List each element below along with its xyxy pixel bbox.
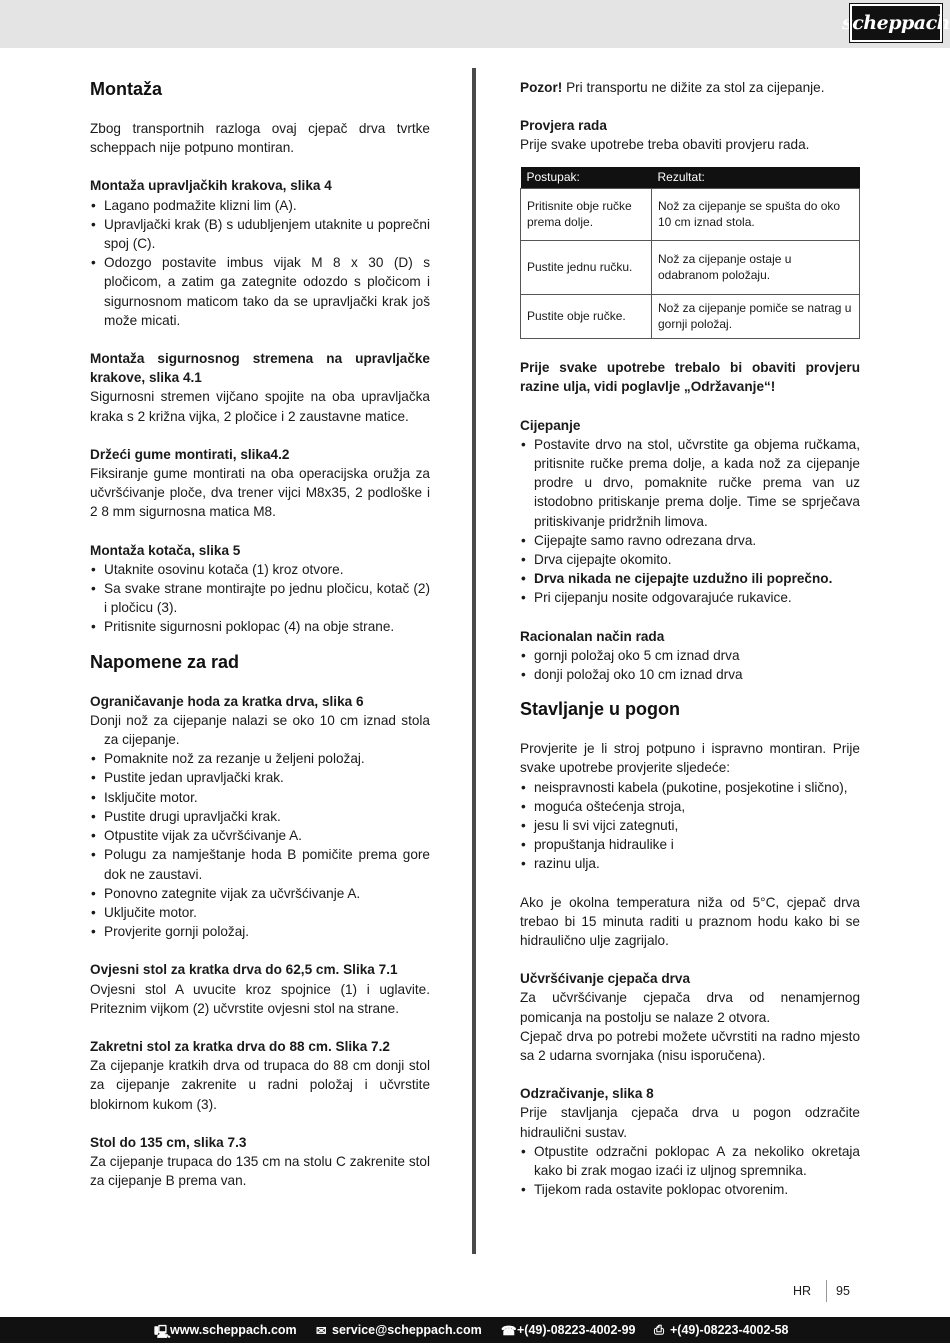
left-column — [90, 78, 430, 1190]
computer-icon: 🖳 — [154, 1325, 171, 1339]
list-item: • Otpustite odzračni poklopac A za nekoliko okretaja kako bi zrak mogao izaći iz uljnog spremnika. — [520, 1142, 860, 1180]
header-bar — [0, 0, 950, 48]
warning-body: Pri transportu ne dižite za stol za cijepanje. — [562, 80, 825, 95]
table-cell: Nož za cijepanje pomiče se natrag u gornji položaj. — [652, 295, 860, 339]
footer-fax: +(49)-08223-4002-58 — [670, 1323, 789, 1337]
list-item: • Odozgo postavite imbus vijak M 8 x 30 (D) s pločicom, a zatim ga zategnite odozdo s pločicom i sigurnosnom maticom tako da se upravljački krak još može micati. — [90, 253, 430, 330]
table-cell: Pustite obje ručke. — [521, 295, 652, 339]
table-header: Postupak: — [521, 167, 652, 189]
column-divider — [472, 68, 476, 1254]
section-title: Stol do 135 cm, slika 7.3 — [90, 1134, 247, 1150]
section-text: Sigurnosni stremen vijčano spojite na oba upravljačka kraka s 2 križna vijka, 2 pločice i 2 zaustavne matice. — [90, 389, 430, 424]
intro-text: Zbog transportnih razloga ovaj cjepač drva tvrtke scheppach nije potpuno montiran. — [90, 121, 430, 156]
table-header: Rezultat: — [652, 167, 860, 189]
fax-icon: ⎙ — [654, 1323, 665, 1337]
list-item: • Ponovno zategnite vijak za učvršćivanje A. — [90, 884, 430, 903]
section-title: Učvršćivanje cjepača drva — [520, 971, 691, 987]
bullet-list — [520, 778, 860, 874]
section-text: Donji nož za cijepanje nalazi se oko 10 cm iznad stola za cijepanje. — [90, 712, 430, 748]
list-item: • moguća oštećenja stroja, — [520, 797, 860, 816]
table-cell: Pritisnite obje ručke prema dolje. — [521, 189, 652, 241]
section-title: Montaža upravljačkih krakova, slika 4 — [90, 178, 332, 194]
list-item: • Pomaknite nož za rezanje u željeni položaj. — [90, 749, 430, 768]
bullet-list — [520, 646, 860, 684]
function-check-table — [520, 167, 860, 340]
page-number: 95 — [836, 1284, 850, 1298]
footer-phone: +(49)-08223-4002-99 — [517, 1323, 636, 1337]
section-text: Za cijepanje trupaca do 135 cm na stolu C zakrenite stol za cijepanje B prema van. — [90, 1153, 430, 1189]
page-language: HR — [793, 1284, 812, 1298]
right-column — [520, 78, 860, 1199]
list-item: • Isključite motor. — [90, 788, 430, 807]
list-item: • Lagano podmažite klizni lim (A). — [90, 196, 430, 215]
list-item: • Polugu za namještanje hoda B pomičite prema gore dok ne zaustavi. — [90, 845, 430, 883]
list-item: • gornji položaj oko 5 cm iznad drva — [520, 646, 860, 665]
section-text: Prije stavljanja cjepača drva u pogon odzračite hidraulični sustav. — [520, 1105, 860, 1140]
section-text: Provjerite je li stroj potpuno i ispravno montiran. Prije svake upotrebe provjerite sljedeće: — [520, 741, 860, 776]
footer-web[interactable]: www.scheppach.com — [170, 1323, 297, 1337]
page-separator — [826, 1280, 827, 1302]
warning-text — [520, 78, 860, 97]
section-title: Držeći gume montirati, slika4.2 — [90, 446, 290, 462]
list-item: • jesu li svi vijci zategnuti, — [520, 816, 860, 835]
footer-bar — [0, 1317, 950, 1343]
table-cell: Nož za cijepanje se spušta do oko 10 cm iznad stola. — [652, 189, 860, 241]
list-item: • Drva cijepajte okomito. — [520, 550, 860, 569]
mail-icon: ✉ — [316, 1324, 327, 1338]
section-title: Ograničavanje hoda za kratka drva, slika 6 — [90, 693, 364, 709]
list-item: • Upravljački krak (B) s udubljenjem utaknite u poprečni spoj (C). — [90, 215, 430, 253]
list-item: • Cijepajte samo ravno odrezana drva. — [520, 531, 860, 550]
section-text: Ako je okolna temperatura niža od 5°C, cjepač drva trebao bi 15 minuta raditi u praznom hodu kako bi se hidraulično ulje zagrijalo. — [520, 894, 860, 948]
table-row — [521, 295, 860, 339]
section-title: Racionalan način rada — [520, 628, 665, 644]
list-item: • Sa svake strane montirajte po jednu pločicu, kotač (2) i pločicu (3). — [90, 579, 430, 617]
section-text: Za cijepanje kratkih drva od trupaca do 88 cm donji stol za cijepanje zakrenite u radni položaj i učvrstite blokirnom kukom (3). — [90, 1058, 430, 1112]
oil-check-note: Prije svake upotrebe trebalo bi obaviti provjeru razine ulja, vidi poglavlje „Održavanje“! — [520, 360, 860, 395]
bullet-list — [520, 1142, 860, 1200]
footer-mail[interactable]: service@scheppach.com — [332, 1323, 482, 1337]
scheppach-logo: scheppach — [850, 4, 942, 42]
heading-montaza: Montaža — [90, 79, 162, 99]
heading-napomene: Napomene za rad — [90, 651, 240, 672]
list-item: • Drva nikada ne cijepajte uzdužno ili poprečno. — [520, 569, 860, 588]
bullet-list — [90, 196, 430, 330]
list-item: • Provjerite gornji položaj. — [90, 922, 430, 941]
list-item: • razinu ulja. — [520, 854, 860, 873]
list-item: • Pustite jedan upravljački krak. — [90, 768, 430, 787]
section-title: Ovjesni stol za kratka drva do 62,5 cm. Slika 7.1 — [90, 962, 398, 978]
table-row — [521, 189, 860, 241]
section-text: Prije svake upotrebe treba obaviti provjeru rada. — [520, 137, 810, 153]
list-item: • Pri cijepanju nosite odgovarajuće rukavice. — [520, 588, 860, 607]
section-title: Zakretni stol za kratka drva do 88 cm. Slika 7.2 — [90, 1038, 390, 1054]
bullet-list — [520, 435, 860, 608]
list-item: • Tijekom rada ostavite poklopac otvorenim. — [520, 1180, 860, 1199]
section-title: Provjera rada — [520, 118, 607, 134]
section-text: Cjepač drva po potrebi možete učvrstiti na radno mjesto sa 2 udarna svornjaka (nisu isporučena). — [520, 1028, 860, 1063]
section-title: Odzračivanje, slika 8 — [520, 1086, 654, 1102]
section-text: Ovjesni stol A uvucite kroz spojnice (1) i uglavite. Priteznim vijkom (2) učvrstite ovjesni stol na strane. — [90, 981, 430, 1016]
section-text: Za učvršćivanje cjepača drva od nenamjernog pomicanja na postolju se nalaze 2 otvora. — [520, 990, 860, 1025]
list-item: • Otpustite vijak za učvršćivanje A. — [90, 826, 430, 845]
table-row — [521, 241, 860, 295]
warning-label: Pozor! — [520, 80, 563, 95]
section-title: Montaža sigurnosnog stremena na upravljačke krakove, slika 4.1 — [90, 351, 430, 386]
section-title: Cijepanje — [520, 417, 581, 433]
list-item: • Utaknite osovinu kotača (1) kroz otvore. — [90, 560, 430, 579]
heading-stavljanje: Stavljanje u pogon — [520, 699, 681, 720]
section-text: Fiksiranje gume montirati na oba operacijska oružja za učvršćivanje ploče, dva trener vijci M8x35, 2 podloške i 2 8 mm sigurnosna matica M8. — [90, 466, 430, 520]
section-title: Montaža kotača, slika 5 — [90, 542, 241, 558]
list-item: • Pustite drugi upravljački krak. — [90, 807, 430, 826]
list-item: • Pritisnite sigurnosni poklopac (4) na obje strane. — [90, 617, 430, 636]
list-item: • propuštanja hidraulike i — [520, 835, 860, 854]
bullet-list — [90, 560, 430, 637]
list-item: • neispravnosti kabela (pukotine, posjekotine i slično), — [520, 778, 860, 797]
list-item: • Uključite motor. — [90, 903, 430, 922]
bullet-list — [90, 749, 430, 941]
phone-icon: ☎ — [501, 1324, 517, 1338]
list-item: • Postavite drvo na stol, učvrstite ga objema ručkama, pritisnite ručke prema dolje, a kada nož za cijepanje prodre u drvo, pomaknite ručke prema van uz istodobno pritiskanje prema dolje. Time se sprječava pritiskivanje pridržnih limova. — [520, 435, 860, 531]
table-cell: Pustite jednu ručku. — [521, 241, 652, 295]
list-item: • donji položaj oko 10 cm iznad drva — [520, 665, 860, 684]
table-cell: Nož za cijepanje ostaje u odabranom položaju. — [652, 241, 860, 295]
